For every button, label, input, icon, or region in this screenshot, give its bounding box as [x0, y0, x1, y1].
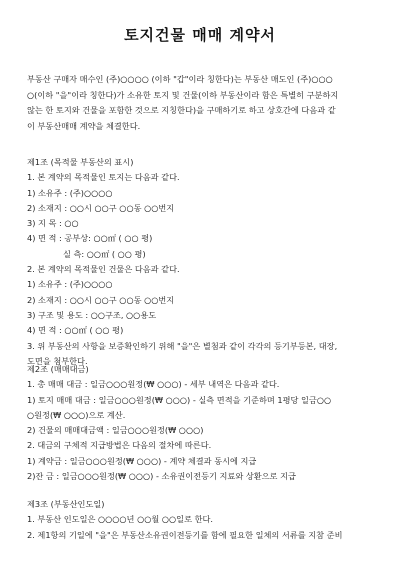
article-line: 4) 면 적 : 공부상: ○○㎡ ( ○○ 평): [27, 233, 153, 244]
intro-line: 이 부동산매매 계약을 체결한다.: [27, 120, 141, 131]
article-line: 2) 소재지 : ○○시 ○○구 ○○동 ○○번지: [27, 202, 175, 213]
article-3: [27, 497, 375, 543]
intro-line: 부동산 구매자 매수인 (주)○○○○ (이하 "갑"이라 칭한다)는 부동산 매도인 (주)○○○: [27, 74, 333, 84]
article-line: 1) 소유주 : (주)○○○○: [27, 187, 113, 198]
article-line: 2. 제1항의 기일에 "을"은 부동산소유권이전등기를 함에 필요한 일체의 서류를 지참 준비: [27, 529, 343, 540]
article-line: 3. 위 부동산의 사항을 보증확인하기 위해 "을"은 별첨과 같이 각각의 등기부등본, 대장,: [27, 340, 338, 351]
article-heading: 제3조 (부동산인도일): [27, 499, 105, 509]
article-line: ○원정(₩ ○○○)으로 계산.: [27, 409, 126, 420]
article-line: 1. 부동산 인도일은 ○○○○년 ○○월 ○○일로 한다.: [27, 514, 214, 525]
article-line: 1) 토지 매매 대금 : 일금○○○원정(₩ ○○○) - 실측 면적을 기준하며 1평당 일금○○: [27, 394, 332, 405]
intro-line: ○(이하 "을"이라 칭한다)가 소유한 토지 및 건물(이하 부동산이라 함은 특별히 구분하지: [27, 89, 339, 100]
article-line: 4) 면 적 : ○○㎡ ( ○○ 평): [27, 325, 124, 336]
intro-line: 않는 한 토지와 건물을 포함한 것으로 지칭한다)을 구매하기로 하고 상호간에 다음과 같: [27, 105, 336, 115]
article-line: 1. 총 매매 대금 : 일금○○○원정(₩ ○○○) - 세부 내역은 다음과 같다.: [27, 379, 280, 390]
intro-paragraph: [27, 72, 375, 134]
article-line: 1) 계약금 : 일금○○○원정(₩ ○○○) - 계약 체결과 동시에 지급: [27, 455, 257, 466]
document-title: 토지건물 매매 계약서: [124, 26, 276, 44]
article-line: 도면을 첨부한다.: [27, 355, 88, 366]
article-line: 1. 본 계약의 목적물인 토지는 다음과 같다.: [27, 172, 180, 183]
article-line: 1) 소유주 : (주)○○○○: [27, 279, 113, 290]
article-2: [27, 362, 375, 484]
article-line: 2)잔 금 : 일금○○○원정(₩ ○○○) - 소유권이전등기 지료와 상환으로 지급: [27, 471, 296, 482]
article-line: 2. 본 계약의 목적물인 건물은 다음과 같다.: [27, 264, 180, 275]
article-line: 3) 지 목 : ○○: [27, 218, 79, 229]
article-line: 2. 대금의 구체적 지급방법은 다음의 절차에 따른다.: [27, 440, 212, 451]
article-line: 3) 구조 및 용도 : ○○구조, ○○용도: [27, 309, 157, 320]
article-line: 실 측: ○○㎡ ( ○○ 평): [63, 248, 146, 259]
article-heading: 제1조 (목적물 부동산의 표시): [27, 157, 134, 167]
article-line: 2) 건물의 매매대금액 : 일금○○○원정(₩ ○○○): [27, 425, 204, 436]
article-line: 2) 소재지 : ○○시 ○○구 ○○동 ○○번지: [27, 294, 175, 305]
article-1: [27, 155, 375, 369]
article-heading: 제2조 (매매대금): [27, 364, 89, 374]
